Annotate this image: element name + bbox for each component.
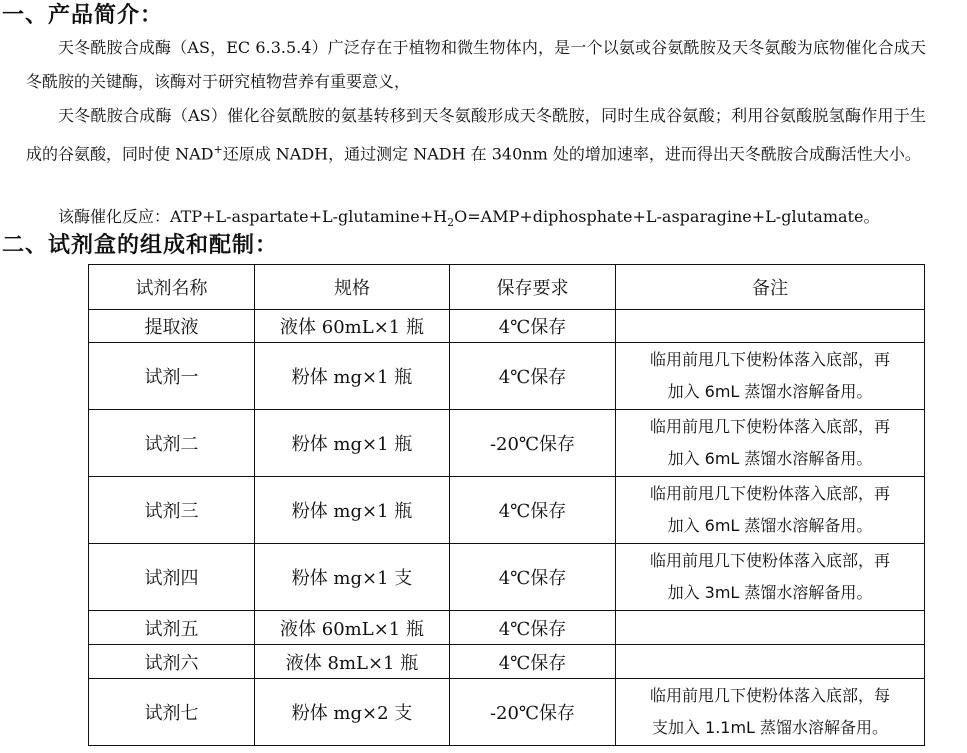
note-line-1: 临用前甩几下使粉体落入底部，再: [649, 484, 890, 503]
table-row: [89, 679, 925, 746]
table-row: [89, 310, 925, 343]
cell-note: [616, 645, 925, 679]
nad-superscript: +: [213, 143, 223, 156]
table-row: [89, 645, 925, 679]
header-spec: 规格: [255, 265, 450, 310]
reaction-equation-text-b: O=AMP+diphosphate+L-asparagine+L-glutamate。: [454, 207, 880, 226]
cell-note: [616, 310, 925, 343]
cell-storage: -20℃保存: [450, 410, 616, 477]
note-line-2: 加入 6mL 蒸馏水溶解备用。: [667, 449, 873, 468]
header-note: 备注: [616, 265, 925, 310]
cell-reagent-name: 试剂二: [89, 410, 255, 477]
cell-reagent-name: 提取液: [89, 310, 255, 343]
cell-reagent-name: 试剂六: [89, 645, 255, 679]
note-line-2: 支加入 1.1mL 蒸馏水溶解备用。: [651, 718, 889, 737]
reaction-equation-text-a: 该酶催化反应：ATP+L-aspartate+L-glutamine+H: [58, 207, 448, 226]
header-storage: 保存要求: [450, 265, 616, 310]
cell-spec: 粉体 mg×1 瓶: [255, 477, 450, 544]
cell-spec: 液体 60mL×1 瓶: [255, 611, 450, 645]
cell-storage: -20℃保存: [450, 679, 616, 746]
table-row: [89, 343, 925, 410]
intro-paragraph-2: [26, 99, 926, 171]
table-row: [89, 410, 925, 477]
note-line-2: 加入 6mL 蒸馏水溶解备用。: [667, 516, 873, 535]
cell-spec: 粉体 mg×1 支: [255, 544, 450, 611]
section-title-kit-composition: 二、试剂盒的组成和配制：: [2, 233, 279, 258]
cell-reagent-name: 试剂三: [89, 477, 255, 544]
cell-spec: 粉体 mg×1 瓶: [255, 410, 450, 477]
note-line-1: 临用前甩几下使粉体落入底部，再: [649, 350, 890, 369]
cell-note: [616, 477, 925, 544]
intro-paragraph-2-text-b: 还原成 NADH，通过测定 NADH 在 340nm 处的增加速率，进而得出天冬酰胺合成酶活性大小。: [222, 144, 921, 164]
table-row: [89, 477, 925, 544]
cell-spec: 粉体 mg×2 支: [255, 679, 450, 746]
cell-storage: 4℃保存: [450, 544, 616, 611]
cell-spec: 粉体 mg×1 瓶: [255, 343, 450, 410]
note-line-1: 临用前甩几下使粉体落入底部，再: [649, 417, 890, 436]
cell-spec: 液体 60mL×1 瓶: [255, 310, 450, 343]
cell-reagent-name: 试剂五: [89, 611, 255, 645]
cell-note: [616, 343, 925, 410]
intro-paragraph-2-text-a: 天冬酰胺合成酶（AS）催化谷氨酰胺的氨基转移到天冬氨酸形成天冬酰胺，同时生成谷氨酸；利用谷氨酸脱氢酶作用于生成的谷氨酸，同时使 NAD: [26, 106, 926, 164]
cell-note: [616, 611, 925, 645]
note-line-2: 加入 6mL 蒸馏水溶解备用。: [667, 382, 873, 401]
table-header-row: [89, 265, 925, 310]
intro-paragraph-1: 天冬酰胺合成酶（AS，EC 6.3.5.4）广泛存在于植物和微生物体内，是一个以氨或谷氨酰胺及天冬氨酸为底物催化合成天冬酰胺的关键酶，该酶对于研究植物营养有重要意义，: [26, 38, 926, 91]
cell-storage: 4℃保存: [450, 310, 616, 343]
cell-reagent-name: 试剂七: [89, 679, 255, 746]
cell-storage: 4℃保存: [450, 343, 616, 410]
cell-note: [616, 410, 925, 477]
cell-storage: 4℃保存: [450, 611, 616, 645]
cell-spec: 液体 8mL×1 瓶: [255, 645, 450, 679]
reagent-table: [88, 264, 925, 746]
note-line-2: 加入 3mL 蒸馏水溶解备用。: [667, 583, 873, 602]
cell-note: [616, 544, 925, 611]
cell-reagent-name: 试剂一: [89, 343, 255, 410]
table-row: [89, 544, 925, 611]
table-row: [89, 611, 925, 645]
cell-storage: 4℃保存: [450, 477, 616, 544]
h2o-subscript: 2: [447, 216, 455, 230]
section-title-product-intro: 一、产品简介：: [2, 3, 164, 28]
header-reagent-name: 试剂名称: [89, 265, 255, 310]
note-line-1: 临用前甩几下使粉体落入底部，再: [649, 551, 890, 570]
cell-reagent-name: 试剂四: [89, 544, 255, 611]
note-line-1: 临用前甩几下使粉体落入底部，每: [649, 686, 890, 705]
cell-note: [616, 679, 925, 746]
cell-storage: 4℃保存: [450, 645, 616, 679]
